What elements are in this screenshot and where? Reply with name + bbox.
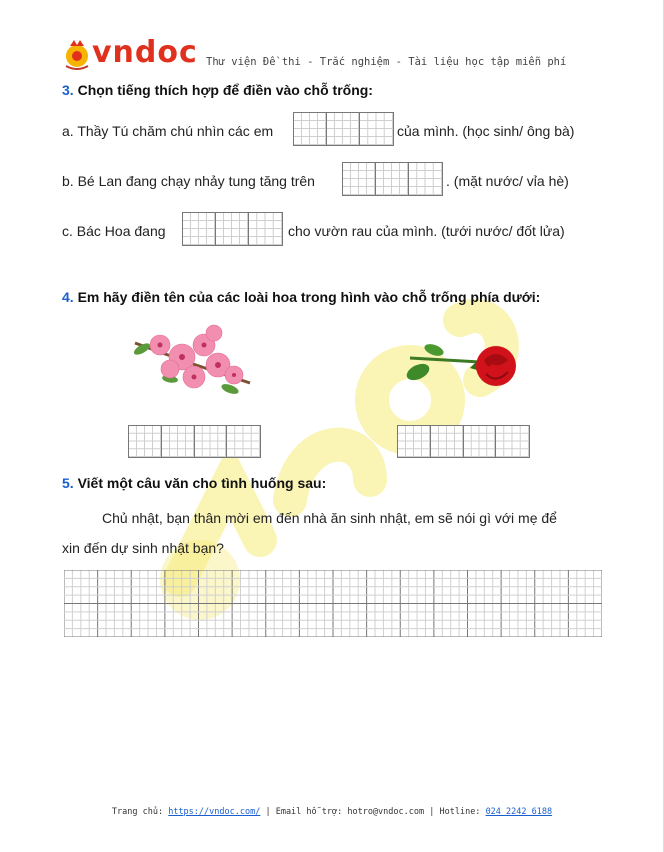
grid-cell [431,426,464,457]
grid-cell [376,163,409,195]
grid-cell [496,426,529,457]
q3b-text-after: . (mặt nước/ vỉa hè) [446,173,569,189]
writing-grid-lines [64,570,602,637]
grid-cell [409,163,442,195]
vndoc-logo[interactable] [62,36,222,70]
grid-cell [129,426,162,457]
footer-home-link[interactable]: https://vndoc.com/ [168,807,261,817]
red-rose-image [400,338,520,396]
q3a-answer-grid[interactable] [293,112,394,146]
grid-cell [216,213,249,245]
q5-title: Viết một câu văn cho tình huống sau: [77,475,327,491]
grid-cell [294,113,327,145]
q4-right-answer-grid[interactable] [397,425,530,458]
q3b-answer-grid[interactable] [342,162,443,196]
grid-cell [162,426,195,457]
grid-cell [327,113,360,145]
footer-email: Email hỗ trợ: hotro@vndoc.com [275,807,425,817]
grid-cell [249,213,282,245]
q3-number: 3. [62,82,74,98]
footer-home-label: Trang chủ: [111,807,164,817]
footer-hotline-label: Hotline: [439,807,481,817]
q3-heading [62,82,373,98]
q3c-text-after: cho vườn rau của mình. (tưới nước/ đốt lửa) [288,223,565,239]
q4-title: Em hãy điền tên của các loài hoa trong hình vào chỗ trống phía dưới: [77,289,541,305]
peach-blossom-image [130,323,256,395]
grid-cell [183,213,216,245]
q4-heading [62,289,540,305]
q3-title: Chọn tiếng thích hợp để điền vào chỗ trống: [77,82,373,98]
q3c-text-before: c. Bác Hoa đang [62,223,166,239]
q3a-text-after: của mình. (học sinh/ ông bà) [397,123,575,139]
q3b-text-before: b. Bé Lan đang chạy nhảy tung tăng trên [62,173,315,189]
footer-separator: | [265,807,271,817]
q4-left-answer-grid[interactable] [128,425,261,458]
grid-cell [343,163,376,195]
rooster-logo-icon [62,38,92,70]
q5-heading [62,475,326,491]
q5-prompt-line1: Chủ nhật, bạn thân mời em đến nhà ăn sinh nhật, em sẽ nói gì với mẹ để [102,510,557,526]
footer-hotline-link[interactable]: 024 2242 6188 [485,807,553,817]
logo-text: vndoc [92,35,198,70]
q3a-text-before: a. Thầy Tú chăm chú nhìn các em [62,123,274,139]
grid-cell [195,426,228,457]
q4-number: 4. [62,289,74,305]
q5-writing-grid[interactable] [64,570,602,637]
q5-number: 5. [62,475,74,491]
grid-cell [360,113,393,145]
footer-separator: | [429,807,435,817]
header-tagline: Thư viện Đề thi - Trắc nghiệm - Tài liệu học tập miễn phí [206,56,567,68]
q5-prompt-line2: xin đến dự sinh nhật bạn? [62,540,224,556]
q3c-answer-grid[interactable] [182,212,283,246]
grid-cell [398,426,431,457]
grid-cell [464,426,497,457]
page-footer [0,807,664,817]
grid-cell [227,426,260,457]
